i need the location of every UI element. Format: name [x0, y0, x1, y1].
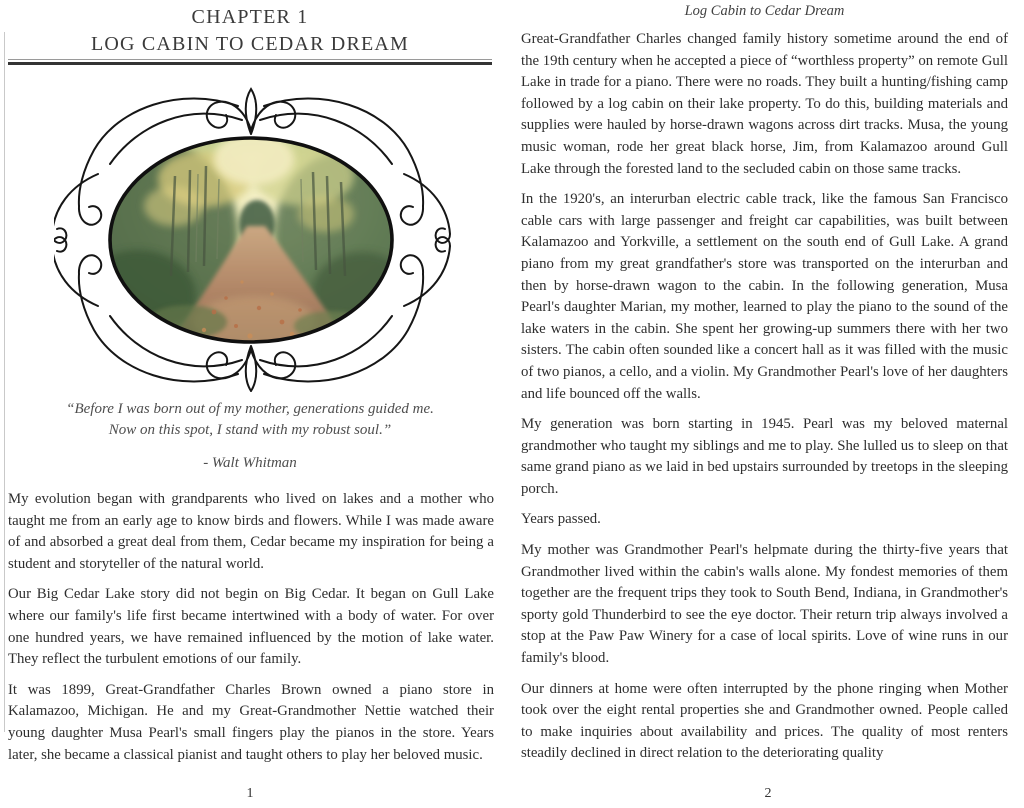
quote-line-1: “Before I was born out of my mother, generations guided me. — [66, 401, 434, 417]
paragraph: My generation was born starting in 1945. Pearl was my beloved maternal grandmother who taught my siblings and me to play. She lulled us to sleep on that same grand piano as we laid in bed upstairs surrounded by treetops in the sleeping porch. — [521, 416, 1008, 497]
paragraph: Years passed. — [521, 511, 601, 528]
chapter-label: CHAPTER 1 — [191, 6, 309, 28]
right-page-body — [521, 29, 1008, 774]
quote-line-2: Now on this spot, I stand with my robust soul.” — [108, 422, 392, 438]
page-number-right: 2 — [764, 786, 772, 801]
paragraph: My mother was Grandmother Pearl's helpmate during the thirty-five years that Grandmother lived within the cabin's walls alone. My fondest memories of them together are the frequent trips they took to South Bend, Indiana, in Grandmother's sporty gold Thunderbird to see the eye doctor. Their return trip always involved a stop at the Paw Paw Winery for a case of local spirits. Love of wine runs in our family's blood. — [521, 542, 1008, 667]
paragraph: Our Big Cedar Lake story did not begin on Big Cedar. It began on Gull Lake where our family's life first became intertwined with a body of water. For over one hundred years, we have remained influenced by the motion of lake water. They reflect the turbulent emotions of our family. — [8, 586, 494, 668]
page-number-left: 1 — [246, 786, 254, 801]
title-divider-rule — [8, 59, 492, 65]
epigraph-quote — [8, 399, 492, 474]
paragraph: Great-Grandfather Charles changed family history sometime around the end of the 19th century when he accepted a piece of “worthless property” on remote Gull Lake in trade for a piano. There were no roads. They built a hunting/fishing camp followed by a log cabin on their lake property. To do this, building materials and supplies were hauled by horse-drawn wagons across dirt tracks. Musa, the young music woman, rode her great black horse, Jim, from Kalamazoo around Gull Lake through the forested land to the secluded cabin on those same tracks. — [521, 31, 1008, 177]
paragraph: Our dinners at home were often interrupted by the phone ringing when Mother took over the eight rental properties she and Grandmother owned. People called to make inquiries about availability and prices. The quality of most renters steadily declined in direct relation to the deteriorating quality — [521, 680, 1008, 762]
running-header: Log Cabin to Cedar Dream — [684, 3, 845, 19]
left-page-body — [8, 489, 494, 775]
forest-path-photo-icon — [54, 84, 458, 392]
paragraph: My evolution began with grandparents who lived on lakes and a mother who taught me from an early age to know birds and flowers. While I was made aware of and absorbed a great deal from them, Cedar became my inspiration for being a student and storyteller of the natural world. — [8, 491, 494, 572]
quote-attribution: - Walt Whitman — [203, 455, 297, 471]
chapter-title: LOG CABIN TO CEDAR DREAM — [90, 33, 410, 55]
ornamental-photo-frame — [54, 84, 458, 392]
chapter-heading — [8, 4, 492, 58]
book-page-right — [512, 0, 1024, 808]
paragraph: In the 1920's, an interurban electric cable track, like the famous San Francisco cable cars with large passenger and freight car capabilities, was built between Kalamazoo and Yorkville, a settlement on the south end of Gull Lake. A grand piano from my great grandfather's store was transported on the interurban and then by horse-drawn wagon to the cabin. In the following generation, Musa Pearl's daughter Marian, my mother, learned to play the piano to the sound of the lake waters in the cabin. She spent her growing-up summers there with her two sisters. The cabin often sounded like a concert hall as it was filled with the music of two pianos, a cello, and a violin. My Grandmother Pearl's love of her daughters and life bounced off the walls. — [521, 191, 1008, 402]
paragraph: It was 1899, Great-Grandfather Charles Brown owned a piano store in Kalamazoo, Michigan. He and my Great-Grandmother Nettie watched their young daughter Musa Pearl's small fingers play the pianos in the store. Years later, she became a classical pianist and taught others to play her beloved music. — [8, 681, 494, 763]
page-scan-edge-line — [4, 32, 5, 732]
